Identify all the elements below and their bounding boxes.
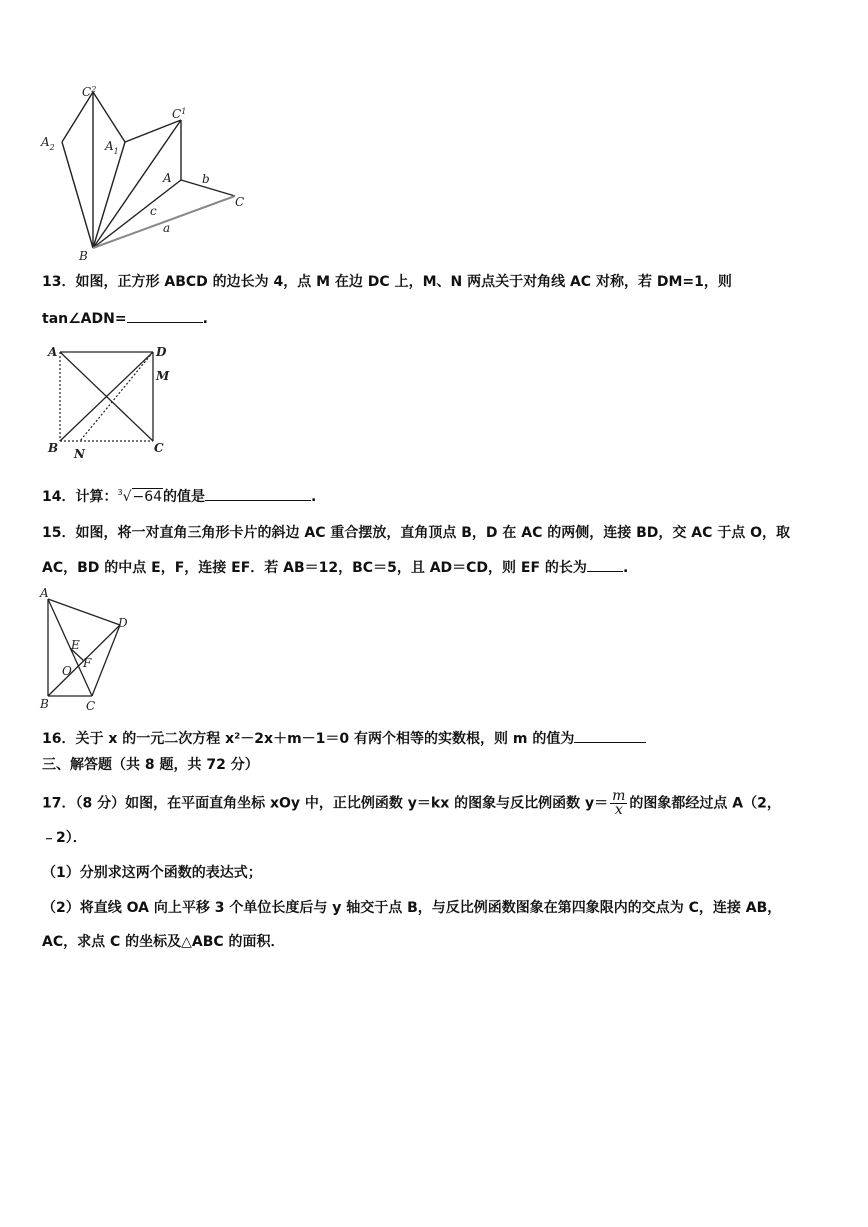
- square-label-A: A: [48, 345, 58, 359]
- question-13-text: 如图，正方形 ABCD 的边长为 4，点 M 在边 DC 上，M、N 两点关于对角线 AC 对称，若 DM=1，则: [75, 274, 732, 290]
- question-17-line1: 17．（8 分）如图，在平面直角坐标 xOy 中，正比例函数 y＝kx 的图象与反比例函数 y＝ $\frac{m}{x}$ 的图象都经过点 A（2，: [42, 788, 781, 818]
- question-16: [42, 728, 646, 749]
- square-label-N: N: [74, 447, 85, 461]
- edge-BA1: [93, 142, 125, 248]
- figure-two-right-triangles: [38, 585, 138, 715]
- square-label-M: M: [156, 369, 170, 383]
- triangle-label-B: B: [40, 697, 49, 711]
- figure-square-abcd: [40, 340, 190, 465]
- square-label-C: C: [154, 441, 164, 455]
- label-B: B: [79, 249, 88, 263]
- fraction-m-over-x: $\frac{m}{x}$: [612, 788, 626, 818]
- question-14: 14．计算：$^3$√−64的值是 .: [42, 483, 316, 507]
- answer-blank-16[interactable]: [574, 728, 646, 743]
- triangle-label-A: A: [40, 586, 49, 600]
- edge-A2C2: [62, 92, 93, 142]
- question-13-number: 13．: [42, 274, 76, 290]
- label-A: A: [163, 171, 172, 185]
- question-17-number: 17．: [42, 795, 76, 812]
- label-c: c: [150, 204, 157, 218]
- question-16-text: 关于 x 的一元二次方程 x²－2x＋m－1＝0 有两个相等的实数根，则 m 的值为: [75, 731, 575, 747]
- question-17-part2-line2: AC，求点 C 的坐标及△ABC 的面积．: [42, 934, 285, 950]
- question-13-tan: tan∠ADN=: [42, 311, 127, 327]
- triangle-label-C: C: [86, 699, 96, 713]
- triangle-label-E: E: [71, 638, 80, 652]
- label-A2: $A_2$: [41, 135, 55, 152]
- question-15-line1: [42, 523, 790, 543]
- square-label-D: D: [156, 345, 167, 359]
- edge-BA2: [62, 142, 93, 248]
- figure-rotating-triangles: [35, 80, 260, 265]
- answer-blank-14[interactable]: [205, 486, 311, 501]
- section-3-title: 三、解答题（共 8 题，共 72 分）: [42, 757, 259, 773]
- question-15-text-1: 如图，将一对直角三角形卡片的斜边 AC 重合摆放，直角顶点 B，D 在 AC 的两侧，连接 BD，交 AC 于点 O，取: [75, 525, 791, 541]
- question-15-number: 15．: [42, 525, 76, 541]
- triangle-label-F: F: [83, 656, 92, 670]
- triangle-label-D: D: [118, 616, 128, 630]
- question-16-number: 16．: [42, 731, 76, 747]
- question-17-part2-line1: （2）将直线 OA 向上平移 3 个单位长度后与 y 轴交于点 B，与反比例函数图象在第四象限内的交点为 C，连接 AB，: [42, 900, 782, 916]
- triangle-label-O: O: [62, 664, 72, 678]
- question-14-number: 14．: [42, 489, 76, 505]
- question-15-line2: AC，BD 的中点 E，F，连接 EF．若 AB＝12，BC＝5，且 AD＝CD，则 EF 的长为 .: [42, 557, 628, 578]
- answer-blank-13[interactable]: [127, 308, 203, 323]
- label-C2: $C^2$: [82, 85, 97, 99]
- answer-blank-15[interactable]: [587, 557, 623, 572]
- question-15-text-2: AC，BD 的中点 E，F，连接 EF．若 AB＝12，BC＝5，且 AD＝CD，则 EF 的长为: [42, 560, 587, 576]
- label-a: a: [163, 221, 171, 235]
- edge-BA: [93, 180, 181, 248]
- question-17-part1: （1）分别求这两个函数的表达式；: [42, 865, 262, 881]
- edge-C2A1: [93, 92, 125, 142]
- cube-root-expression: $^3$√−64: [117, 488, 163, 505]
- label-A1: $A_1$: [105, 139, 119, 156]
- question-13-line1: [42, 272, 732, 292]
- label-b: b: [202, 172, 210, 186]
- label-C: C: [235, 195, 245, 209]
- question-13-line2: tan∠ADN= .: [42, 308, 208, 329]
- square-label-B: B: [48, 441, 59, 455]
- label-C1: $C^1$: [172, 107, 187, 121]
- question-17-line2: ﹣2）．: [42, 830, 87, 846]
